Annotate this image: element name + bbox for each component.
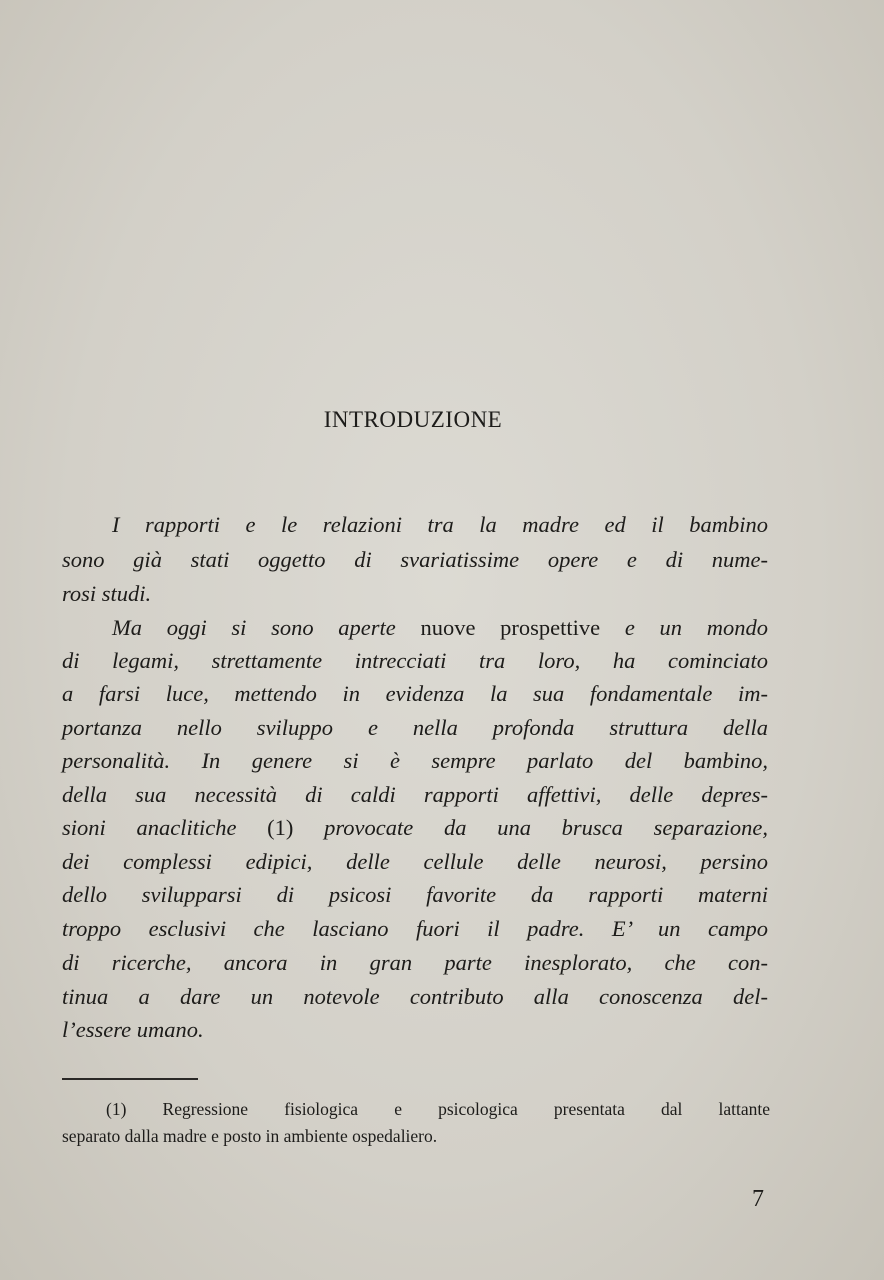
paragraph-1-line — [62, 545, 768, 575]
text-segment: a farsi luce, mettendo in evidenza la sua fondamentale im- — [62, 681, 768, 706]
paragraph-2-line — [62, 713, 768, 743]
text-segment: della sua necessità di caldi rapporti affettivi, delle depres- — [62, 782, 768, 807]
text-segment: tinua a dare un notevole contributo alla conoscenza del- — [62, 984, 768, 1009]
text-segment: sioni anaclitiche — [62, 815, 268, 840]
text-segment: l’essere umano. — [62, 1017, 204, 1042]
text-segment: e un mondo — [600, 615, 768, 640]
text-segment: rosi studi. — [62, 581, 152, 606]
paragraph-2-line — [62, 679, 768, 709]
text-segment: di ricerche, ancora in gran parte inesplorato, che con- — [62, 950, 768, 975]
paragraph-2-line — [62, 914, 768, 944]
paragraph-1-line — [112, 510, 768, 540]
text-segment: I rapporti e le relazioni tra la madre ed il bambino — [112, 512, 768, 537]
text-segment: nuove prospettive — [420, 615, 601, 640]
text-segment: (1) — [267, 815, 294, 840]
paragraph-2-line — [62, 847, 768, 877]
paragraph-2-line — [62, 1015, 768, 1045]
chapter-title: INTRODUZIONE — [323, 407, 503, 432]
text-segment: dei complessi edipici, delle cellule delle neurosi, persino — [62, 849, 768, 874]
paragraph-2-line — [112, 613, 768, 643]
paragraph-1-line — [62, 579, 768, 609]
footnote-line: (1) Regressione fisiologica e psicologica presentata dal lattante — [106, 1099, 770, 1119]
text-segment: troppo esclusivi che lasciano fuori il padre. E’ un campo — [62, 916, 768, 941]
footnote-line: separato dalla madre e posto in ambiente ospedaliero. — [62, 1126, 438, 1146]
text-segment: sono già stati oggetto di svariatissime opere e di nume- — [62, 547, 768, 572]
paragraph-2-line — [62, 880, 768, 910]
text-segment: personalità. In genere si è sempre parlato del bambino, — [62, 748, 768, 773]
paragraph-2-line — [62, 982, 768, 1012]
text-segment: provocate da una brusca separazione, — [293, 815, 768, 840]
paragraph-2-line — [62, 646, 768, 676]
text-segment: dello svilupparsi di psicosi favorite da rapporti materni — [62, 882, 768, 907]
text-segment: portanza nello sviluppo e nella profonda struttura della — [62, 715, 768, 740]
paragraph-2-line — [62, 948, 768, 978]
text-segment: di legami, strettamente intrecciati tra loro, ha cominciato — [62, 648, 768, 673]
paragraph-2-line — [62, 813, 768, 843]
text-segment: Ma oggi si sono aperte — [112, 615, 421, 640]
page-number: 7 — [752, 1186, 764, 1212]
footnote-separator — [62, 1078, 198, 1080]
paragraph-2-line — [62, 780, 768, 810]
paragraph-2-line — [62, 746, 768, 776]
